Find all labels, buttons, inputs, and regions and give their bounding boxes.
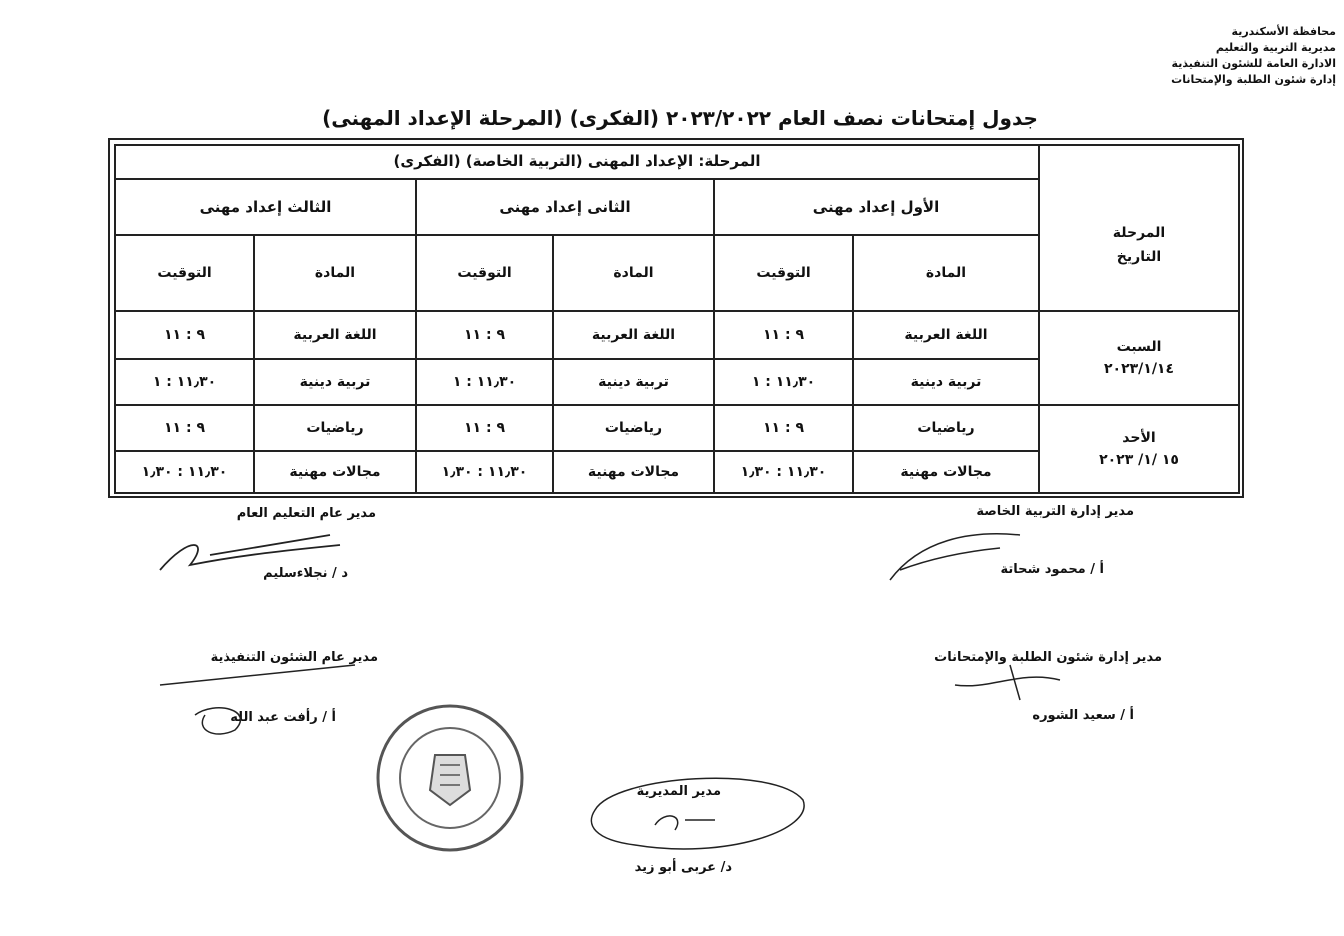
exam-table	[108, 138, 1244, 498]
col-subject-header: المادة	[314, 265, 356, 281]
time-cell: ٩ : ١١	[464, 420, 505, 436]
subject-cell: مجالات مهنية	[289, 464, 381, 480]
subject-cell: اللغة العربية	[591, 327, 676, 343]
col-time-header: التوقيت	[157, 265, 212, 281]
time-cell: ٩ : ١١	[464, 327, 505, 343]
time-cell: ١١٫٣٠ : ١	[452, 374, 517, 390]
day-cell	[1040, 406, 1238, 492]
time-cell: ١١٫٣٠ : ١٫٣٠	[141, 464, 228, 480]
day-cell	[1040, 312, 1238, 404]
subject-cell: رياضيات	[604, 420, 663, 436]
subject-cell: اللغة العربية	[904, 327, 988, 343]
directorate-title: مدير المديرية	[636, 784, 721, 799]
subject-cell: تربية دينية	[299, 374, 371, 390]
time-cell: ١١٫٣٠ : ١	[751, 374, 816, 390]
subject-cell: تربية دينية	[598, 374, 669, 390]
directorate-name: د/ عربى أبو زيد	[634, 860, 732, 875]
signature-scribble	[155, 660, 365, 740]
subject-cell: مجالات مهنية	[587, 464, 680, 480]
corner-stage: المرحلة	[1112, 225, 1166, 241]
time-cell: ١١٫٣٠ : ١	[152, 374, 217, 390]
day-date: ١٥ /١/ ٢٠٢٣	[1099, 452, 1179, 468]
exec-title: مدير عام الشئون التنفيذية	[210, 650, 378, 665]
grade-3-header: الثالث إعداد مهنى	[199, 198, 332, 216]
general-ed-title: مدير عام التعليم العام	[236, 506, 376, 521]
header-line: محافظة الأسكندرية	[1231, 25, 1336, 38]
time-cell: ١١٫٣٠ : ١٫٣٠	[740, 464, 827, 480]
special-ed-title: مدير إدارة التربية الخاصة	[976, 504, 1134, 519]
grade-2-header: الثانى إعداد مهنى	[499, 198, 631, 216]
grade-1-header: الأول إعداد مهنى	[812, 198, 940, 216]
col-subject-header: المادة	[925, 265, 967, 281]
header-line: مديرية التربية والتعليم	[1215, 41, 1336, 54]
time-cell: ٩ : ١١	[164, 327, 205, 343]
corner-date: التاريخ	[1116, 249, 1162, 265]
signature-scribble	[880, 520, 1030, 590]
col-time-header: التوقيت	[457, 265, 512, 281]
day-name: الأحد	[1122, 430, 1156, 446]
time-cell: ٩ : ١١	[164, 420, 205, 436]
subject-cell: تربية دينية	[910, 374, 982, 390]
header-block	[1116, 24, 1336, 88]
subject-cell: اللغة العربية	[293, 327, 377, 343]
day-date: ٢٠٢٣/١/١٤	[1103, 361, 1175, 377]
day-name: السبت	[1116, 339, 1162, 355]
col-subject-header: المادة	[613, 265, 654, 281]
subject-cell: مجالات مهنية	[900, 464, 992, 480]
stage-header: المرحلة: الإعداد المهنى (التربية الخاصة) (الفكرى)	[393, 152, 761, 170]
exec-name: أ / رأفت عبد الله	[230, 710, 336, 725]
corner-header	[1040, 180, 1238, 310]
subject-cell: رياضيات	[306, 420, 364, 436]
special-ed-name: أ / محمود شحاتة	[1000, 562, 1104, 577]
col-time-header: التوقيت	[756, 265, 811, 281]
time-cell: ٩ : ١١	[763, 420, 804, 436]
page-title: جدول إمتحانات نصف العام ٢٠٢٣/٢٠٢٢ (الفكرى) (المرحلة الإعداد المهنى)	[322, 106, 1038, 130]
general-ed-name: د / نجلاءسليم	[263, 566, 348, 581]
signature-scribble	[150, 525, 350, 580]
header-line: الادارة العامة للشئون التنفيذية	[1171, 57, 1336, 70]
students-title: مدير إدارة شئون الطلبة والإمتحانات	[934, 650, 1162, 665]
time-cell: ١١٫٣٠ : ١٫٣٠	[441, 464, 528, 480]
official-stamp	[365, 700, 535, 860]
subject-cell: رياضيات	[917, 420, 975, 436]
students-name: أ / سعيد الشوره	[1032, 708, 1134, 723]
signature-scribble	[950, 660, 1070, 705]
time-cell: ٩ : ١١	[763, 327, 804, 343]
header-line: إدارة شئون الطلبة والإمتحانات	[1171, 73, 1336, 86]
